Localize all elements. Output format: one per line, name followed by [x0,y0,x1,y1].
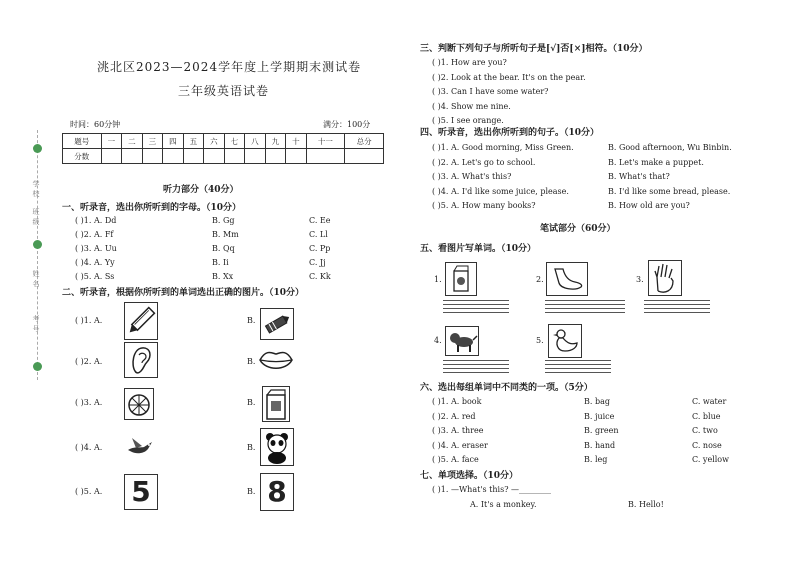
q6-option-b[interactable]: B. leg [584,455,608,464]
q6-row [432,441,752,456]
score-header-cell: 六 [204,134,225,149]
score-cell[interactable] [122,149,143,164]
number-5-glyph: 5 [131,475,151,508]
number-5-picture[interactable] [124,474,158,510]
q4-option-b[interactable]: B. I'd like some bread, please. [608,186,731,196]
q5-label: 2. [536,275,544,284]
q6-option-b[interactable]: B. hand [584,440,616,450]
answer-lines[interactable] [443,360,509,376]
q3-item[interactable]: ( )1. How are you? [432,58,507,67]
answer-lines[interactable] [443,300,509,316]
q1-option-a[interactable]: ( )5. A. Ss [75,272,115,281]
q1-option-b[interactable]: B. Qq [212,244,235,253]
q6-option-b[interactable]: B. juice [584,411,615,421]
q2-title: 二、听录音，根据你所听到的单词选出正确的图片。（10分） [62,288,305,298]
juice-box-picture[interactable] [262,386,290,422]
q3-item[interactable]: ( )5. I see orange. [432,116,504,125]
q1-option-c[interactable]: C. Pp [309,244,331,253]
gutter-label: 号 [32,325,40,332]
q7-question[interactable]: ( )1. —What's this? —________ [432,485,552,494]
q1-option-c[interactable]: C. Ll [309,230,328,239]
gutter-label: 名 [32,280,40,287]
q1-row [75,216,375,230]
score-header-cell: 八 [245,134,266,149]
q1-row [75,230,375,244]
q1-option-c[interactable]: C. Kk [309,272,331,281]
number-8-glyph: 8 [267,475,287,508]
q4-option-a[interactable]: ( )4. A. I'd like some juice, please. [432,186,569,196]
q4-option-b[interactable]: B. What's that? [608,172,670,181]
score-header-cell: 二 [122,134,143,149]
q1-option-b[interactable]: B. Mm [212,230,239,239]
q5-title: 五、看图片写单词。（10分） [420,244,537,254]
q6-option-a[interactable]: ( )5. A. face [432,455,479,464]
q4-option-b[interactable]: B. How old are you? [608,201,690,210]
q5-label: 5. [536,336,544,345]
q6-row [432,397,752,412]
answer-lines[interactable] [545,360,611,376]
gutter-label: 学 [32,180,40,187]
q3-title: 三、判断下列句子与所听句子是[√]否[×]相符。（10分） [420,44,648,54]
q1-option-a[interactable]: ( )1. A. Dd [75,216,117,225]
q5-label: 1. [434,275,442,284]
q1-option-a[interactable]: ( )4. A. Yy [75,258,115,267]
q3-item[interactable]: ( )2. Look at the bear. It's on the pear. [432,72,586,82]
gutter-label: 班 [32,208,40,215]
q1-row [75,244,375,258]
q2-label-b[interactable]: B. [247,357,256,366]
q4-row [432,172,752,187]
gutter-dot [33,240,42,249]
q4-option-b[interactable]: B. Good afternoon, Wu Binbin. [608,143,732,152]
gutter-dot [33,362,42,371]
score-header-cell: 总分 [345,134,384,149]
q6-list [432,397,752,470]
score-header-cell: 十一 [306,134,345,149]
q2-label-a[interactable]: ( )5. A. [75,487,103,496]
q4-title: 四、听录音，选出你所听到的句子。（10分） [420,128,600,138]
q6-option-a[interactable]: ( )3. A. three [432,426,484,435]
q4-option-a[interactable]: ( )1. A. Good morning, Miss Green. [432,143,574,152]
q2-label-a[interactable]: ( )4. A. [75,443,103,452]
milk-picture [445,262,477,296]
score-table [62,133,384,164]
q2-label-b[interactable]: B. [247,398,256,407]
crayon-picture[interactable] [260,308,294,340]
q6-option-c[interactable]: C. yellow [692,455,729,464]
q5-label: 4. [434,336,442,345]
foot-picture [546,262,588,296]
score-header-cell: 九 [265,134,286,149]
q3-item[interactable]: ( )4. Show me nine. [432,101,511,111]
q2-label-a[interactable]: ( )2. A. [75,357,103,366]
q6-option-c[interactable]: C. nose [692,440,722,450]
score-header-cell: 十 [286,134,307,149]
q4-option-b[interactable]: B. Let's make a puppet. [608,157,704,167]
q2-label-a[interactable]: ( )1. A. [75,316,103,325]
q6-option-b[interactable]: B. bag [584,397,610,406]
q3-item[interactable]: ( )3. Can I have some water? [432,87,549,96]
q6-option-c[interactable]: C. blue [692,411,721,421]
score-cell[interactable] [101,149,122,164]
q1-option-b[interactable]: B. Ii [212,258,229,267]
q1-option-c[interactable]: C. Ee [309,216,331,225]
q4-list [432,143,752,216]
score-header-row [63,134,384,149]
q1-option-a[interactable]: ( )2. A. Ff [75,230,114,239]
q4-row [432,143,752,158]
score-header-cell: 三 [142,134,163,149]
duck-picture [548,324,582,358]
q7-option-b[interactable]: B. Hello! [628,500,664,509]
score-cell[interactable] [286,149,307,164]
written-heading: 笔试部分（60分） [540,224,616,234]
score-cell[interactable] [163,149,184,164]
q6-title: 六、选出每组单词中不同类的一项。（5分） [420,383,593,393]
number-8-picture[interactable] [260,473,294,511]
q6-option-c[interactable]: C. two [692,426,718,435]
q4-row [432,201,752,216]
orange-picture[interactable] [124,388,154,420]
score-header-cell: 五 [183,134,204,149]
score-cell[interactable] [183,149,204,164]
exam-time: 时间：60分钟 [70,120,121,129]
q1-option-b[interactable]: B. Gg [212,216,235,225]
panda-picture[interactable] [260,428,294,466]
q3-list [432,58,586,131]
pencil-picture[interactable] [124,302,158,340]
q1-row [75,272,375,286]
answer-lines[interactable] [545,300,625,316]
score-header-cell: 四 [163,134,184,149]
q2-label-a[interactable]: ( )3. A. [75,398,103,407]
score-cell[interactable] [306,149,345,164]
score-header-cell: 一 [101,134,122,149]
q4-row [432,187,752,202]
q4-option-a[interactable]: ( )3. A. What's this? [432,172,512,181]
mouth-picture[interactable] [258,347,294,373]
q1-list [75,216,375,286]
score-cell[interactable] [204,149,225,164]
ear-picture[interactable] [124,342,158,378]
answer-lines[interactable] [644,300,710,316]
gutter-label: 级 [32,218,40,225]
listening-heading: 听力部分（40分） [163,185,239,195]
q6-option-b[interactable]: B. green [584,426,619,435]
exam-full-score: 满分：100分 [323,120,371,129]
score-header-cell: 题号 [63,134,102,149]
score-cell[interactable] [245,149,266,164]
q5-label: 3. [636,275,644,284]
q6-row [432,455,752,470]
score-row-label: 分数 [63,149,102,164]
bird-picture[interactable] [124,432,156,462]
score-cell[interactable] [142,149,163,164]
score-cell[interactable] [345,149,384,164]
q6-row [432,426,752,441]
q1-option-a[interactable]: ( )3. A. Uu [75,244,117,253]
q2-label-b[interactable]: B. [247,443,256,452]
score-cell[interactable] [224,149,245,164]
score-input-row [63,149,384,164]
q7-title: 七、单项选择。（10分） [420,471,519,481]
q1-option-b[interactable]: B. Xx [212,272,234,281]
gutter-label: 考 [32,315,40,322]
q1-title: 一、听录音，选出你所听到的字母。（10分） [62,203,242,213]
score-header-cell: 七 [224,134,245,149]
binding-gutter [30,130,46,380]
q6-option-a[interactable]: ( )2. A. red [432,411,476,421]
q4-option-a[interactable]: ( )2. A. Let's go to school. [432,157,536,167]
q6-row [432,412,752,427]
q4-option-a[interactable]: ( )5. A. How many books? [432,201,536,210]
q6-option-a[interactable]: ( )4. A. eraser [432,440,488,450]
exam-title: 洮北区2023—2024学年度上学期期末测试卷 [97,60,362,74]
gutter-label: 校 [32,190,40,197]
q4-row [432,158,752,173]
q1-option-c[interactable]: C. Jj [309,258,326,267]
q2-label-b[interactable]: B. [247,487,256,496]
q6-option-a[interactable]: ( )1. A. book [432,397,482,406]
q2-label-b[interactable]: B. [247,316,256,325]
dog-picture [445,326,479,356]
gutter-dot [33,144,42,153]
gutter-dashed-line [37,130,38,380]
q7-option-a[interactable]: A. It's a monkey. [470,500,537,509]
gutter-label: 姓 [32,270,40,277]
hand-picture [648,260,682,296]
exam-subtitle: 三年级英语试卷 [178,84,270,98]
q1-row [75,258,375,272]
q6-option-c[interactable]: C. water [692,397,727,406]
score-cell[interactable] [265,149,286,164]
